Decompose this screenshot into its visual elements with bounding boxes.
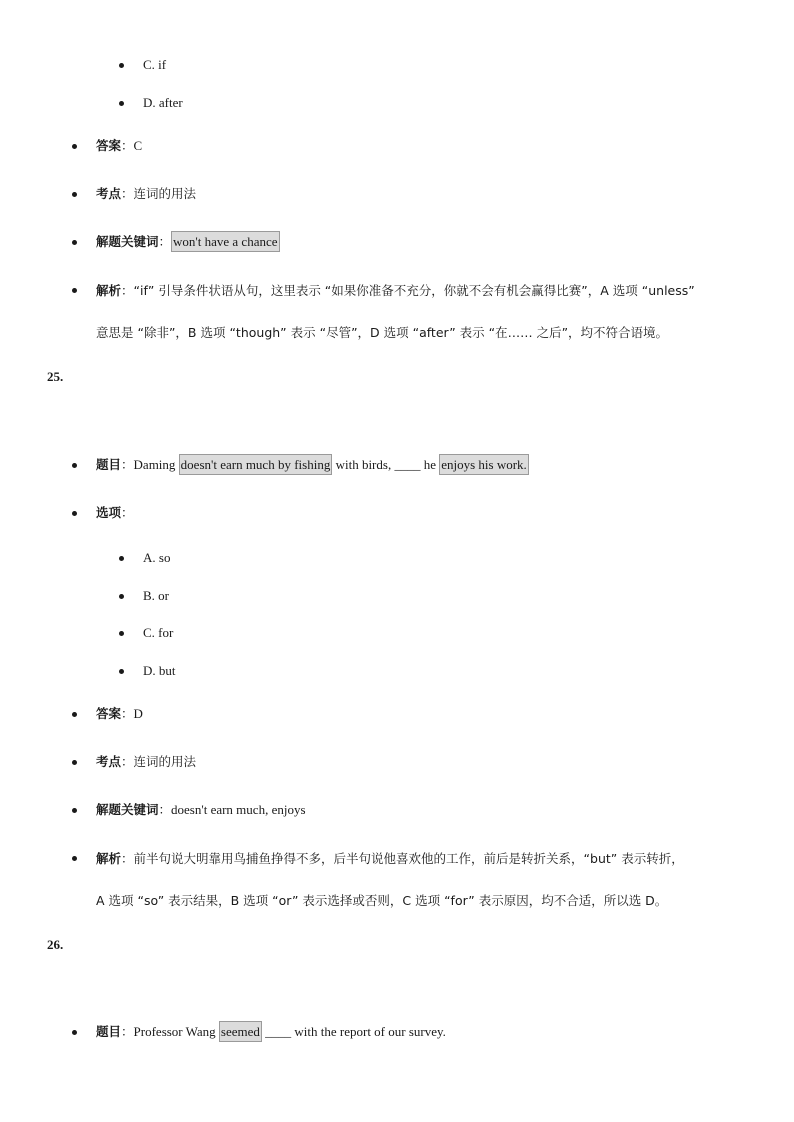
- question-row: [96, 456, 529, 474]
- point-label: 考点: [96, 186, 122, 201]
- option-d: D. after: [143, 95, 183, 110]
- colon: ：: [158, 802, 172, 817]
- analysis-line-1: [96, 281, 695, 299]
- point-label: 考点: [96, 754, 122, 769]
- point-row: [96, 185, 196, 203]
- question-label: 题目: [96, 457, 122, 472]
- keyword-label: 解题关键词: [96, 234, 159, 249]
- bullet: [72, 192, 77, 197]
- bullet: [72, 808, 77, 813]
- analysis-line-2: A 选项 “so” 表示结果，B 选项 “or” 表示选择或否则，C 选项 “for” 表示原因，均不合适，所以选 D。: [96, 893, 668, 908]
- question-text: Daming: [133, 457, 179, 472]
- option-d: D. but: [143, 663, 176, 678]
- analysis-text: 前半句说大明靠用鸟捕鱼挣得不多，后半句说他喜欢他的工作，前后是转折关系，“but” 表示转折，: [133, 851, 684, 866]
- answer-value: D: [133, 706, 143, 721]
- bullet: [119, 63, 124, 68]
- bullet: [72, 463, 77, 468]
- keyword-label: 解题关键词: [96, 802, 159, 817]
- analysis-line-2: 意思是 “除非”，B 选项 “though” 表示 “尽管”，D 选项 “after” 表示 “在…… 之后”，均不符合语境。: [96, 325, 669, 340]
- bullet: [119, 556, 124, 561]
- colon: ：: [121, 138, 134, 153]
- question-text: with birds, ____ he: [332, 457, 440, 472]
- colon: ：: [121, 283, 134, 298]
- keyword-highlight: won't have a chance: [171, 231, 279, 252]
- question-label: 题目: [96, 1024, 122, 1039]
- colon: ：: [121, 754, 134, 769]
- question-row: [96, 1023, 446, 1041]
- answer-label: 答案: [96, 706, 122, 721]
- option-c: C. for: [143, 625, 174, 640]
- bullet: [119, 594, 124, 599]
- question-highlight: doesn't earn much by fishing: [179, 454, 333, 475]
- question-text: ____ with the report of our survey.: [261, 1024, 446, 1039]
- colon: ：: [121, 457, 134, 472]
- colon: ：: [121, 706, 134, 721]
- analysis-label: 解析: [96, 283, 122, 298]
- colon: ：: [121, 1024, 134, 1039]
- bullet: [119, 631, 124, 636]
- option-c: C. if: [143, 57, 167, 72]
- bullet: [72, 1030, 77, 1035]
- keyword-value: doesn't earn much, enjoys: [171, 802, 306, 817]
- bullet: [72, 288, 77, 293]
- analysis-label: 解析: [96, 851, 122, 866]
- answer-value: C: [133, 138, 143, 153]
- colon: ：: [121, 186, 134, 201]
- keyword-row: [96, 233, 280, 251]
- options-label: 选项: [96, 505, 122, 520]
- bullet: [119, 101, 124, 106]
- answer-row: [96, 137, 142, 155]
- option-a: A. so: [143, 550, 171, 565]
- point-value: 连词的用法: [133, 754, 197, 769]
- colon: ：: [121, 851, 134, 866]
- bullet: [72, 511, 77, 516]
- point-row: [96, 753, 196, 771]
- bullet: [72, 856, 77, 861]
- bullet: [72, 712, 77, 717]
- question-number: 25.: [47, 369, 64, 384]
- answer-row: [96, 705, 143, 723]
- question-highlight: enjoys his work.: [439, 454, 529, 475]
- colon: ：: [121, 505, 134, 520]
- options-row: [96, 504, 134, 522]
- colon: ：: [158, 234, 172, 249]
- bullet: [72, 760, 77, 765]
- point-value: 连词的用法: [133, 186, 197, 201]
- analysis-line-1: [96, 849, 684, 867]
- answer-label: 答案: [96, 138, 122, 153]
- bullet: [72, 144, 77, 149]
- question-highlight: seemed: [219, 1021, 262, 1042]
- question-text: Professor Wang: [133, 1024, 219, 1039]
- keyword-row: [96, 801, 306, 819]
- bullet: [119, 669, 124, 674]
- bullet: [72, 240, 77, 245]
- option-b: B. or: [143, 588, 169, 603]
- analysis-text: “if” 引导条件状语从句，这里表示 “如果你准备不充分，你就不会有机会赢得比赛”，A 选项 “unless”: [133, 283, 695, 298]
- question-number: 26.: [47, 937, 64, 952]
